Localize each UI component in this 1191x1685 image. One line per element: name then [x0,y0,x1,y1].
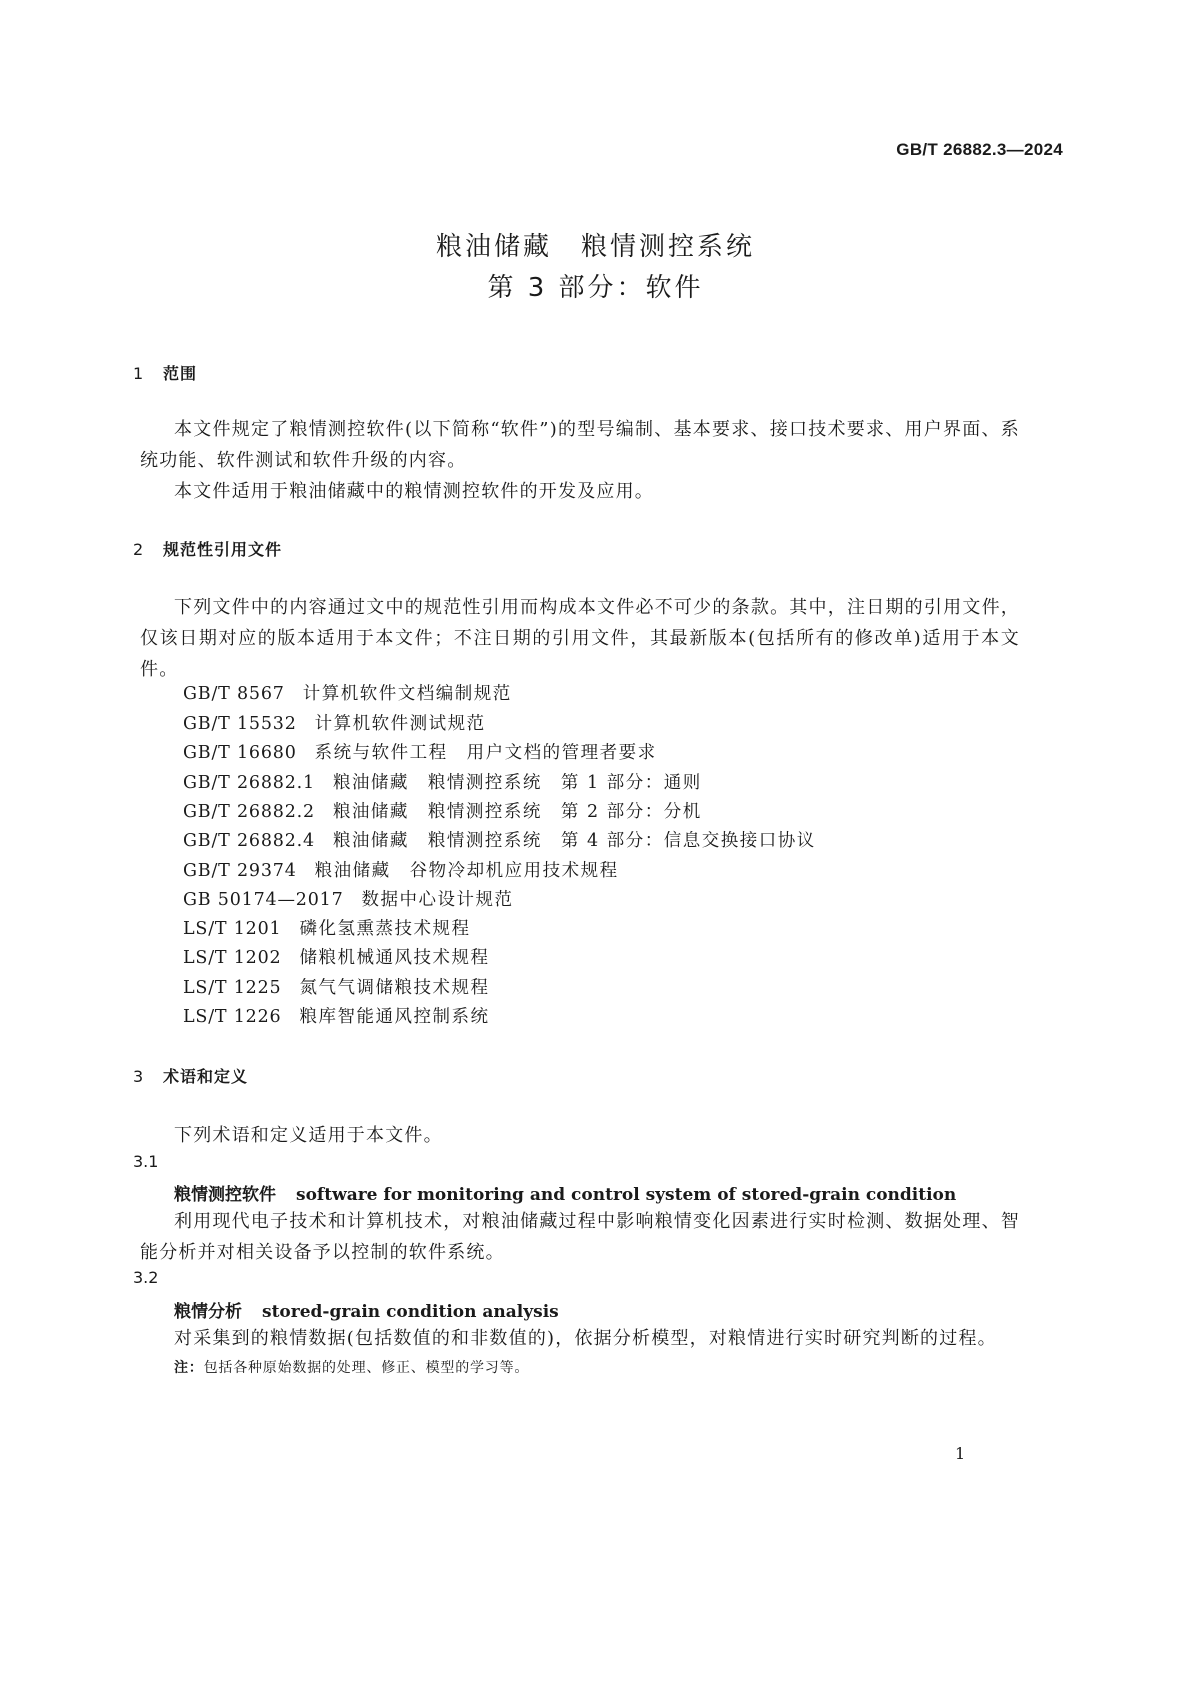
reference-code: LS/T 1201 [183,919,282,939]
section-1-heading [133,361,197,384]
reference-title: 氮气气调储粮技术规程 [299,978,490,998]
normative-references-intro: 下列文件中的内容通过文中的规范性引用而构成本文件必不可少的条款。其中，注日期的引用文件，仅该日期对应的版本适用于本文件；不注日期的引用文件，其最新版本(包括所有的修改单)适用于本文件。 [140,597,1020,680]
reference-item [183,974,489,999]
reference-code: LS/T 1226 [183,1007,282,1027]
scope-paragraph-2: 本文件适用于粮油储藏中的粮情测控软件的开发及应用。 [174,481,654,502]
scope-paragraph-1: 本文件规定了粮情测控软件(以下简称“软件”)的型号编制、基本要求、接口技术要求、用户界面、系统功能、软件测试和软件升级的内容。 [140,419,1020,471]
reference-code: GB/T 26882.4 [183,831,315,851]
section-number: 3 [133,1067,145,1086]
term-definition: 利用现代电子技术和计算机技术，对粮油储藏过程中影响粮情变化因素进行实时检测、数据处理、智能分析并对相关设备予以控制的软件系统。 [140,1211,1020,1263]
reference-item [183,944,489,969]
page-number: 1 [955,1444,966,1463]
reference-title: 粮油储藏 粮情测控系统 第 1 部分：通则 [332,773,702,793]
note [174,1357,529,1377]
term-chinese: 粮情测控软件 [174,1185,276,1205]
standard-number: GB/T 26882.3—2024 [896,140,1063,159]
reference-item [183,827,816,852]
reference-title: 储粮机械通风技术规程 [299,948,490,968]
reference-item [183,886,514,911]
section-2-heading [133,537,282,560]
reference-item [183,798,702,823]
term-chinese: 粮情分析 [174,1302,242,1322]
reference-item [183,915,470,940]
section-number: 2 [133,540,145,559]
reference-code: GB/T 16680 [183,743,297,763]
reference-title: 数据中心设计规范 [361,890,514,910]
reference-title: 计算机软件文档编制规范 [302,684,512,704]
reference-title: 磷化氢熏蒸技术规程 [299,919,471,939]
reference-item [183,680,512,705]
clause-number: 3.1 [133,1152,159,1171]
term-definition: 对采集到的粮情数据(包括数值的和非数值的)，依据分析模型，对粮情进行实时研究判断的过程。 [174,1328,997,1349]
reference-code: GB/T 8567 [183,684,285,704]
document-title-line1: 粮油储藏 粮情测控系统 [435,232,755,262]
reference-code: LS/T 1202 [183,948,282,968]
reference-item [183,1003,489,1028]
reference-title: 系统与软件工程 用户文档的管理者要求 [314,743,657,763]
reference-item [183,769,702,794]
term-entry [174,1180,956,1205]
term-english: software for monitoring and control system of stored-grain condition [296,1185,957,1205]
reference-title: 粮油储藏 谷物冷却机应用技术规程 [314,861,619,881]
section-title: 范围 [163,364,198,383]
section-3-heading [133,1064,248,1087]
section-title: 规范性引用文件 [163,540,283,559]
reference-item [183,710,486,735]
reference-code: GB/T 26882.1 [183,773,315,793]
reference-title: 粮油储藏 粮情测控系统 第 2 部分：分机 [332,802,702,822]
section-title: 术语和定义 [163,1067,249,1086]
reference-code: GB 50174—2017 [183,890,344,910]
reference-item [183,739,657,764]
note-text: 包括各种原始数据的处理、修正、模型的学习等。 [203,1360,530,1376]
reference-code: GB/T 29374 [183,861,297,881]
clause-number: 3.2 [133,1268,159,1287]
section-number: 1 [133,364,145,383]
reference-code: GB/T 26882.2 [183,802,315,822]
reference-title: 粮库智能通风控制系统 [299,1007,490,1027]
reference-title: 计算机软件测试规范 [314,714,486,734]
term-english: stored-grain condition analysis [262,1302,559,1322]
document-title-line2: 第 3 部分：软件 [487,273,704,303]
reference-item [183,857,619,882]
reference-code: GB/T 15532 [183,714,297,734]
note-label: 注： [174,1360,204,1376]
reference-title: 粮油储藏 粮情测控系统 第 4 部分：信息交换接口协议 [332,831,816,851]
term-entry [174,1297,559,1322]
terms-intro: 下列术语和定义适用于本文件。 [174,1125,443,1146]
reference-code: LS/T 1225 [183,978,282,998]
